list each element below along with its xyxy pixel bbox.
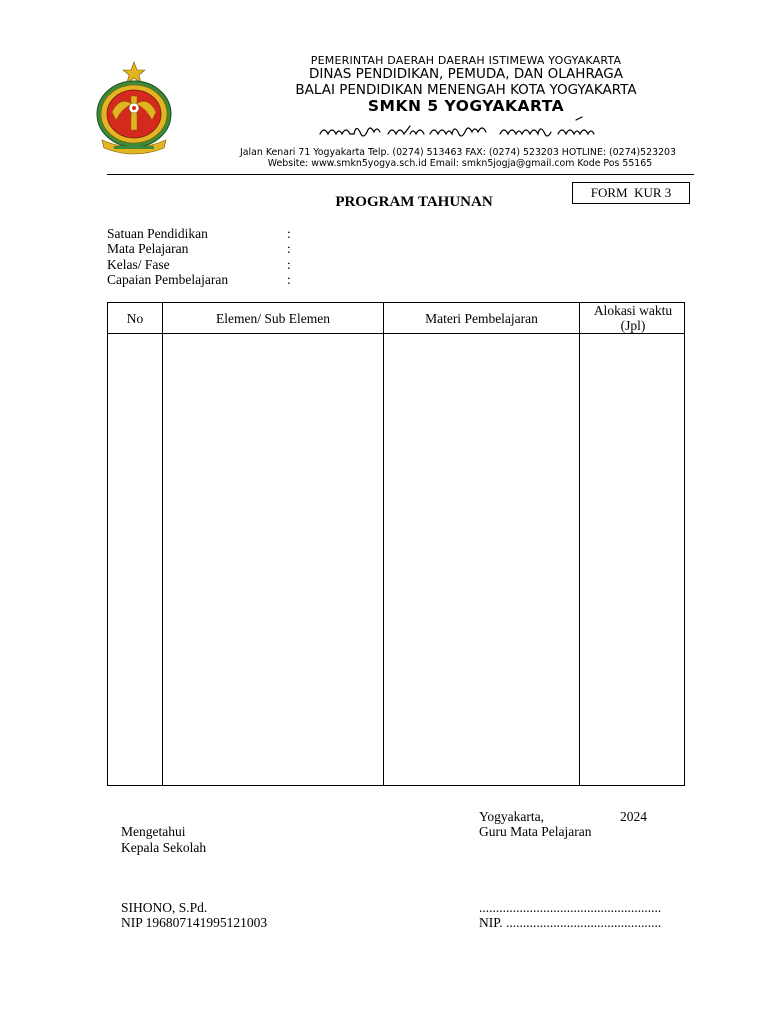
column-divider (162, 303, 163, 785)
daerah-istimewa-yogyakarta-emblem-icon (92, 60, 176, 160)
field-label: Kelas/ Fase (107, 257, 170, 272)
column-divider (579, 303, 580, 785)
field-kelas-fase (107, 257, 297, 273)
javanese-script-icon (318, 116, 602, 142)
teacher-role: Guru Mata Pelajaran (479, 824, 592, 839)
header-no: No (126, 310, 144, 326)
field-label: Satuan Pendidikan (107, 226, 208, 241)
place-date: Yogyakarta, (479, 809, 544, 824)
agency-line: BALAI PENDIDIKAN MENENGAH KOTA YOGYAKARTA (295, 82, 637, 98)
principal-nip: NIP 196807141995121003 (121, 915, 268, 930)
field-colon: : (287, 272, 291, 287)
principal-name: SIHONO, S.Pd. (121, 900, 208, 915)
field-capaian-pembelajaran (107, 272, 297, 288)
program-table (107, 302, 685, 786)
school-name: SMKN 5 YOGYAKARTA (367, 97, 565, 115)
acknowledged-label: Mengetahui (121, 824, 186, 839)
year: 2024 (620, 809, 647, 824)
header-alokasi-waktu: Alokasi waktu (Jpl) (593, 303, 673, 333)
principal-role: Kepala Sekolah (121, 840, 207, 855)
teacher-name-blank: ...................................................... (479, 900, 662, 915)
letterhead-divider (107, 174, 694, 175)
form-code-box: FORM KUR 3 (572, 182, 690, 204)
field-label: Mata Pelajaran (107, 241, 189, 256)
header-materi: Materi Pembelajaran (425, 310, 538, 326)
field-satuan-pendidikan (107, 226, 297, 242)
field-colon: : (287, 226, 291, 241)
field-colon: : (287, 257, 291, 272)
teacher-nip-blank: NIP. .............................................. (479, 915, 662, 930)
page-title: PROGRAM TAHUNAN (335, 194, 493, 210)
department-line: DINAS PENDIDIKAN, PEMUDA, DAN OLAHRAGA (309, 66, 623, 82)
field-label: Capaian Pembelajaran (107, 272, 229, 287)
field-mata-pelajaran (107, 241, 297, 257)
header-elemen: Elemen/ Sub Elemen (216, 310, 330, 326)
government-line: PEMERINTAH DAERAH DAERAH ISTIMEWA YOGYAKARTA (310, 54, 622, 67)
column-divider (383, 303, 384, 785)
field-colon: : (287, 241, 291, 256)
address-line: Jalan Kenari 71 Yogyakarta Telp. (0274) 513463 FAX: (0274) 523203 HOTLINE: (0274)523203 (240, 147, 676, 158)
contact-line: Website: www.smkn5yogya.sch.id Email: smkn5jogja@gmail.com Kode Pos 55165 (267, 158, 653, 169)
table-header-divider (108, 333, 684, 334)
